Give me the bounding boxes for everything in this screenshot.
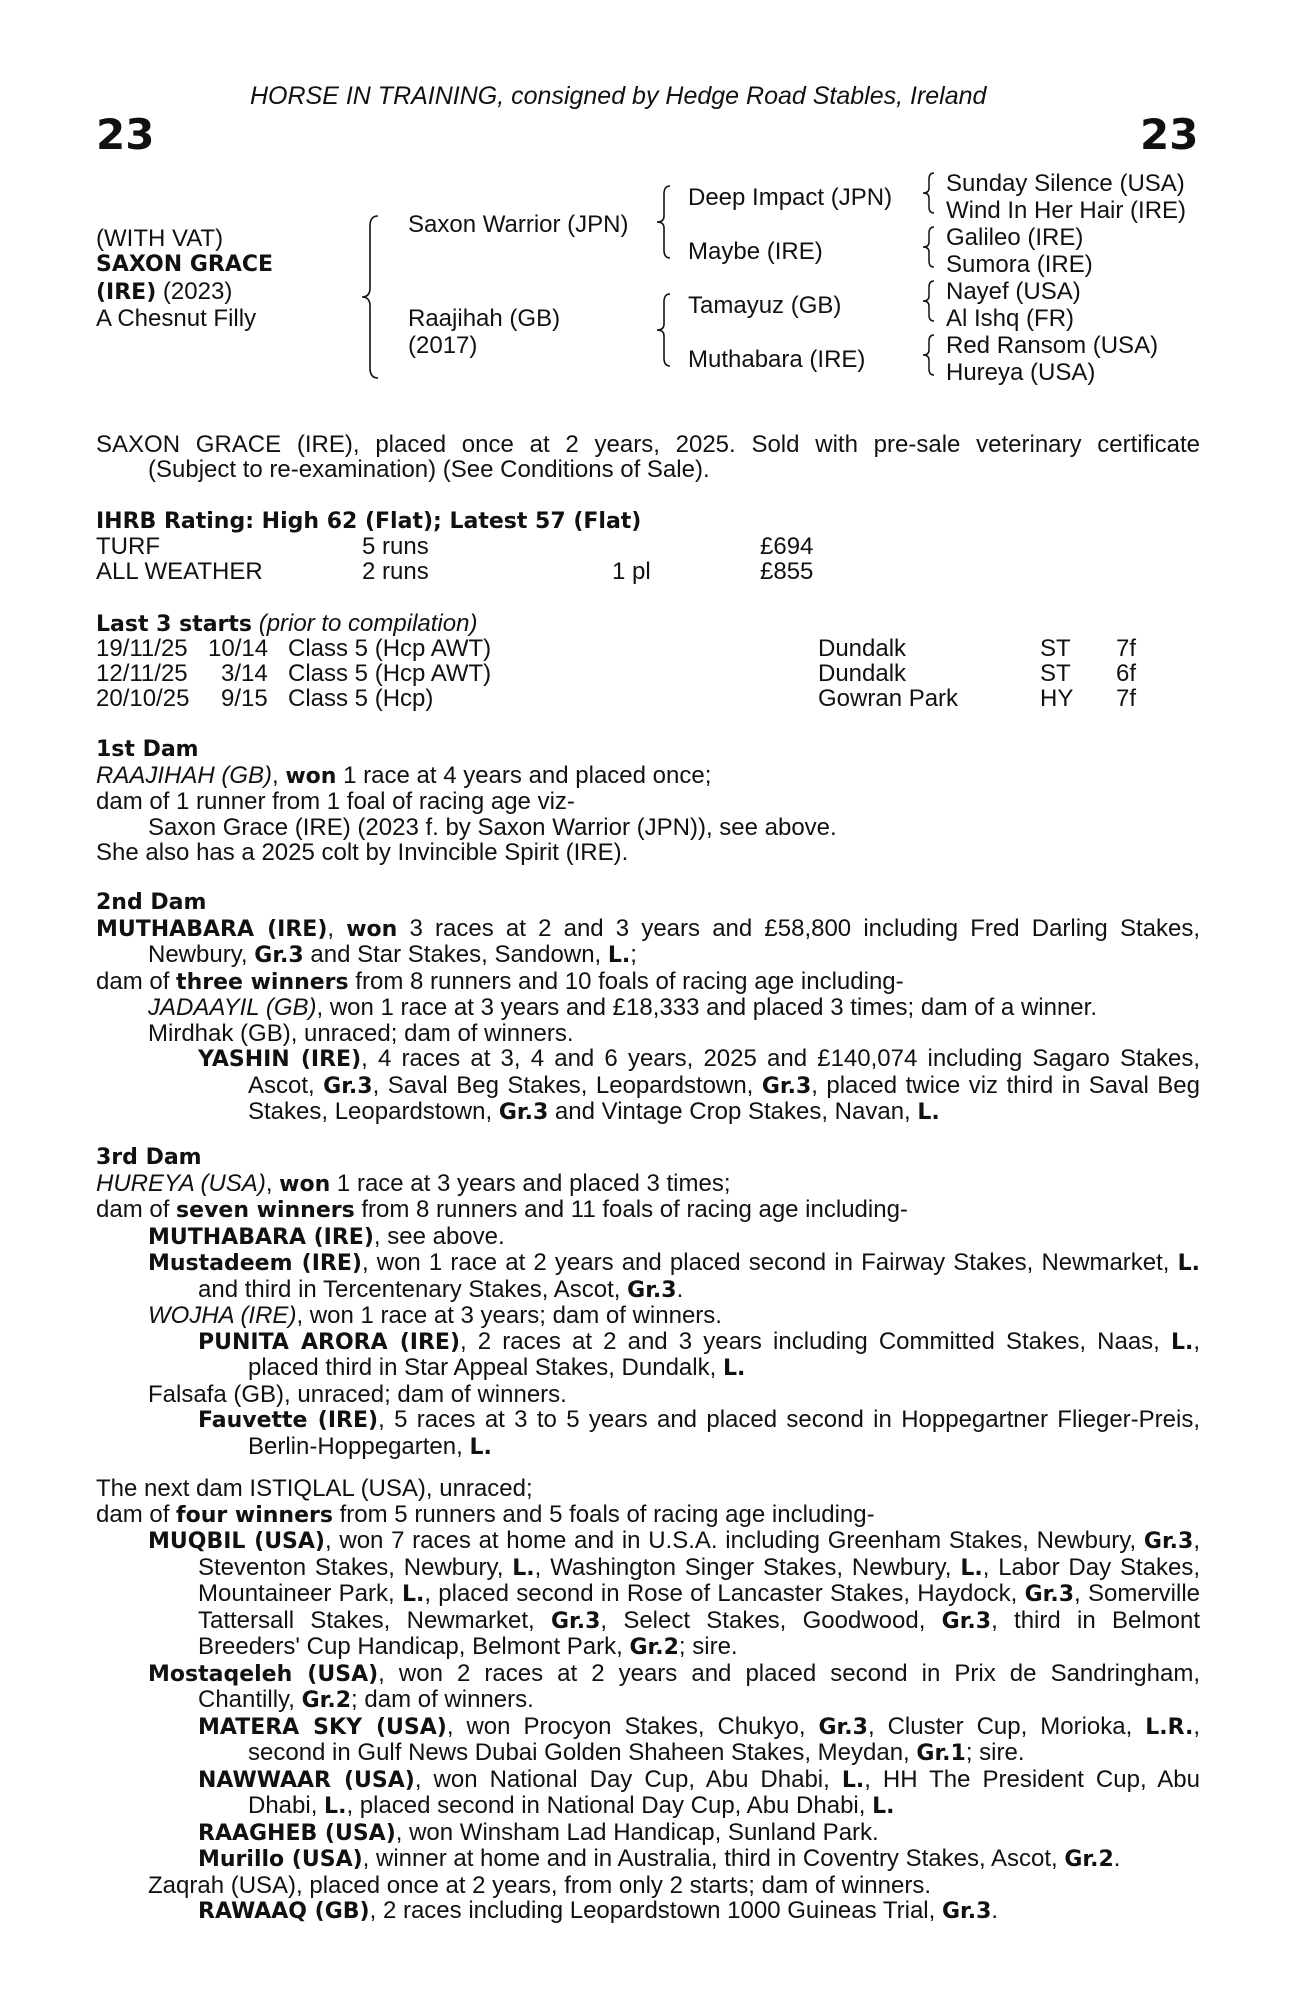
produce-zaqrah: Zaqrah (USA), placed once at 2 years, from only 2 starts; dam of winners. bbox=[148, 1871, 931, 1899]
produce-rawaaq: RAWAAQ (GB), 2 races including Leopardstown 1000 Guineas Trial, Gr.3. bbox=[198, 1897, 999, 1924]
pedigree-g2: Wind In Her Hair (IRE) bbox=[946, 197, 1187, 224]
vat-label: (WITH VAT) bbox=[96, 225, 224, 252]
pedigree-sire: Saxon Warrior (JPN) bbox=[408, 211, 629, 238]
start-course: Dundalk bbox=[818, 635, 907, 662]
horse-name-suffix: (IRE) (2023) bbox=[96, 278, 233, 305]
produce-wojha: WOJHA (IRE), won 1 race at 3 years; dam of winners. bbox=[148, 1302, 722, 1329]
start-class: Class 5 (Hcp AWT) bbox=[288, 635, 492, 662]
first-dam-note: She also has a 2025 colt by Invincible Spirit (IRE). bbox=[96, 839, 629, 866]
pedigree-g7: Red Ransom (USA) bbox=[946, 332, 1159, 359]
rating-turf-runs: 5 runs bbox=[362, 533, 429, 560]
pedigree-sire-sire: Deep Impact (JPN) bbox=[688, 184, 893, 211]
start-going: HY bbox=[1040, 685, 1074, 712]
pedigree-brace-g1 bbox=[920, 170, 942, 216]
produce-falsafa: Falsafa (GB), unraced; dam of winners. bbox=[148, 1380, 567, 1408]
pedigree-g8: Hureya (USA) bbox=[946, 359, 1096, 386]
rating-heading: IHRB Rating: High 62 (Flat); Latest 57 (Flat) bbox=[96, 509, 642, 534]
pedigree-brace-dam bbox=[654, 290, 678, 370]
produce-jadaayil: JADAAYIL (GB), won 1 race at 3 years and £18,333 and placed 3 times; dam of a winner. bbox=[148, 994, 1097, 1021]
last-starts-heading: Last 3 starts (prior to compilation) bbox=[96, 610, 478, 637]
start-position: 3/14 bbox=[221, 660, 268, 687]
second-dam-section bbox=[96, 890, 1200, 1126]
start-date: 19/11/25 bbox=[96, 635, 188, 662]
produce-mustadeem: Mustadeem (IRE), won 1 race at 2 years and placed second in Fairway Stakes, Newmarket, L. and third in Tercentenary Stakes, Ascot, Gr.3. bbox=[148, 1249, 1201, 1303]
produce-punita-arora: PUNITA ARORA (IRE), 2 races at 2 and 3 years including Committed Stakes, Naas, L., placed third in Star Appeal Stakes, Dundalk, L. bbox=[198, 1327, 1200, 1381]
start-distance: 7f bbox=[1116, 685, 1137, 712]
pedigree-dam-sire: Tamayuz (GB) bbox=[688, 292, 842, 319]
start-course: Dundalk bbox=[818, 660, 907, 687]
produce-raagheb: RAAGHEB (USA), won Winsham Lad Handicap, Sunland Park. bbox=[198, 1818, 879, 1846]
pedigree-brace-main bbox=[360, 212, 390, 382]
pedigree-g1: Sunday Silence (USA) bbox=[946, 170, 1185, 197]
rating-turf-earnings: £694 bbox=[760, 533, 814, 560]
start-going: ST bbox=[1040, 635, 1071, 662]
start-distance: 6f bbox=[1116, 660, 1137, 687]
start-course: Gowran Park bbox=[818, 685, 959, 712]
pedigree-brace-sire bbox=[654, 182, 678, 262]
lot-number-left: 23 bbox=[96, 110, 155, 159]
start-date: 20/10/25 bbox=[96, 685, 190, 712]
first-dam-heading: 1st Dam bbox=[96, 737, 199, 762]
produce-muthabara: MUTHABARA (IRE), see above. bbox=[148, 1222, 505, 1250]
start-date: 12/11/25 bbox=[96, 660, 188, 687]
next-dam-summary: The next dam ISTIQLAL (USA), unraced; bbox=[96, 1475, 533, 1502]
rating-aw-surface: ALL WEATHER bbox=[96, 558, 263, 585]
pedigree-dam-year: (2017) bbox=[408, 332, 478, 359]
start-class: Class 5 (Hcp) bbox=[288, 685, 434, 712]
first-dam-summary: RAAJIHAH (GB), won 1 race at 4 years and placed once; bbox=[96, 761, 712, 789]
first-dam-produce: dam of 1 runner from 1 foal of racing age viz- bbox=[96, 788, 575, 815]
third-dam-heading: 3rd Dam bbox=[96, 1145, 202, 1170]
third-dam-produce: dam of seven winners from 8 runners and 11 foals of racing age including- bbox=[96, 1196, 908, 1223]
produce-matera-sky: MATERA SKY (USA), won Procyon Stakes, Chukyo, Gr.3, Cluster Cup, Morioka, L.R., second in Gulf News Dubai Golden Shaheen Stakes, Meydan, Gr.1; sire. bbox=[198, 1712, 1200, 1766]
next-dam-produce: dam of four winners from 5 runners and 5 foals of racing age including- bbox=[96, 1500, 875, 1528]
produce-mostaqeleh: Mostaqeleh (USA), won 2 races at 2 years and placed second in Prix de Sandringham, Chantilly, Gr.2; dam of winners. bbox=[148, 1659, 1200, 1713]
produce-fauvette: Fauvette (IRE), 5 races at 3 to 5 years and placed second in Hoppegartner Flieger-Preis, Berlin-Hoppegarten, L. bbox=[198, 1406, 1201, 1460]
second-dam-heading: 2nd Dam bbox=[96, 890, 207, 915]
start-class: Class 5 (Hcp AWT) bbox=[288, 660, 492, 687]
rating-aw-runs: 2 runs bbox=[362, 558, 429, 585]
produce-yashin: YASHIN (IRE), 4 races at 3, 4 and 6 years, 2025 and £140,074 including Sagaro Stakes, Ascot, Gr.3, Saval Beg Stakes, Leopardstown, Gr.3, placed twice viz third in Saval Beg Stakes, Leopardstown, Gr.3 and Vintage Crop Stakes, Navan, L. bbox=[198, 1045, 1201, 1125]
pedigree-dam: Raajihah (GB) bbox=[408, 305, 561, 332]
lot-number-right: 23 bbox=[1140, 110, 1199, 159]
next-dam-section bbox=[96, 1476, 1200, 1925]
rating-aw-places: 1 pl bbox=[612, 558, 651, 585]
produce-muqbil: MUQBIL (USA), won 7 races at home and in U.S.A. including Greenham Stakes, Newbury, Gr.3, Steventon Stakes, Newbury, L., Washington Singer Stakes, Newbury, L., Labor Day Stakes, Mountaineer Park, L., placed second in Rose of Lancaster Stakes, Haydock, Gr.3, Somerville Tattersall Stakes, Newmarket, Gr.3, Select Stakes, Goodwood, Gr.3, third in Belmont Breeders' Cup Handicap, Belmont Park, Gr.2; sire. bbox=[148, 1527, 1200, 1660]
rating-turf-surface: TURF bbox=[96, 533, 160, 560]
horse-description: A Chesnut Filly bbox=[96, 305, 257, 332]
first-dam-section bbox=[96, 737, 1200, 866]
intro-line-1: SAXON GRACE (IRE), placed once at 2 years, 2025. Sold with pre-sale veterinary certificate bbox=[96, 431, 1200, 458]
first-dam-foal: Saxon Grace (IRE) (2023 f. by Saxon Warrior (JPN)), see above. bbox=[148, 813, 837, 841]
pedigree-g6: Al Ishq (FR) bbox=[946, 305, 1075, 332]
start-distance: 7f bbox=[1116, 635, 1137, 662]
produce-mirdhak: Mirdhak (GB), unraced; dam of winners. bbox=[148, 1019, 574, 1047]
produce-nawwaar: NAWWAAR (USA), won National Day Cup, Abu Dhabi, L., HH The President Cup, Abu Dhabi, L., placed second in National Day Cup, Abu Dhabi, L. bbox=[198, 1765, 1201, 1819]
start-going: ST bbox=[1040, 660, 1071, 687]
second-dam-summary: MUTHABARA (IRE), won 3 races at 2 and 3 years and £58,800 including Fred Darling Stakes, Newbury, Gr.3 and Star Stakes, Sandown, L.; bbox=[96, 914, 1200, 968]
third-dam-section bbox=[96, 1145, 1200, 1460]
start-position: 10/14 bbox=[208, 635, 269, 662]
pedigree-g3: Galileo (IRE) bbox=[946, 224, 1084, 251]
page-title: HORSE IN TRAINING, consigned by Hedge Road Stables, Ireland bbox=[250, 82, 987, 110]
pedigree-g5: Nayef (USA) bbox=[946, 278, 1081, 305]
pedigree-brace-g2 bbox=[920, 224, 942, 270]
start-position: 9/15 bbox=[221, 685, 268, 712]
third-dam-summary: HUREYA (USA), won 1 race at 3 years and placed 3 times; bbox=[96, 1169, 731, 1197]
pedigree-g4: Sumora (IRE) bbox=[946, 251, 1093, 278]
intro-line-2: (Subject to re-examination) (See Conditions of Sale). bbox=[148, 456, 710, 483]
produce-murillo: Murillo (USA), winner at home and in Australia, third in Coventry Stakes, Ascot, Gr.2. bbox=[198, 1845, 1121, 1872]
pedigree-sire-dam: Maybe (IRE) bbox=[688, 238, 823, 265]
pedigree-brace-g3 bbox=[920, 278, 942, 324]
second-dam-produce: dam of three winners from 8 runners and 10 foals of racing age including- bbox=[96, 967, 904, 995]
horse-name: SAXON GRACE bbox=[96, 252, 274, 277]
pedigree-dam-dam: Muthabara (IRE) bbox=[688, 346, 866, 373]
rating-aw-earnings: £855 bbox=[760, 558, 814, 585]
pedigree-brace-g4 bbox=[920, 332, 942, 378]
